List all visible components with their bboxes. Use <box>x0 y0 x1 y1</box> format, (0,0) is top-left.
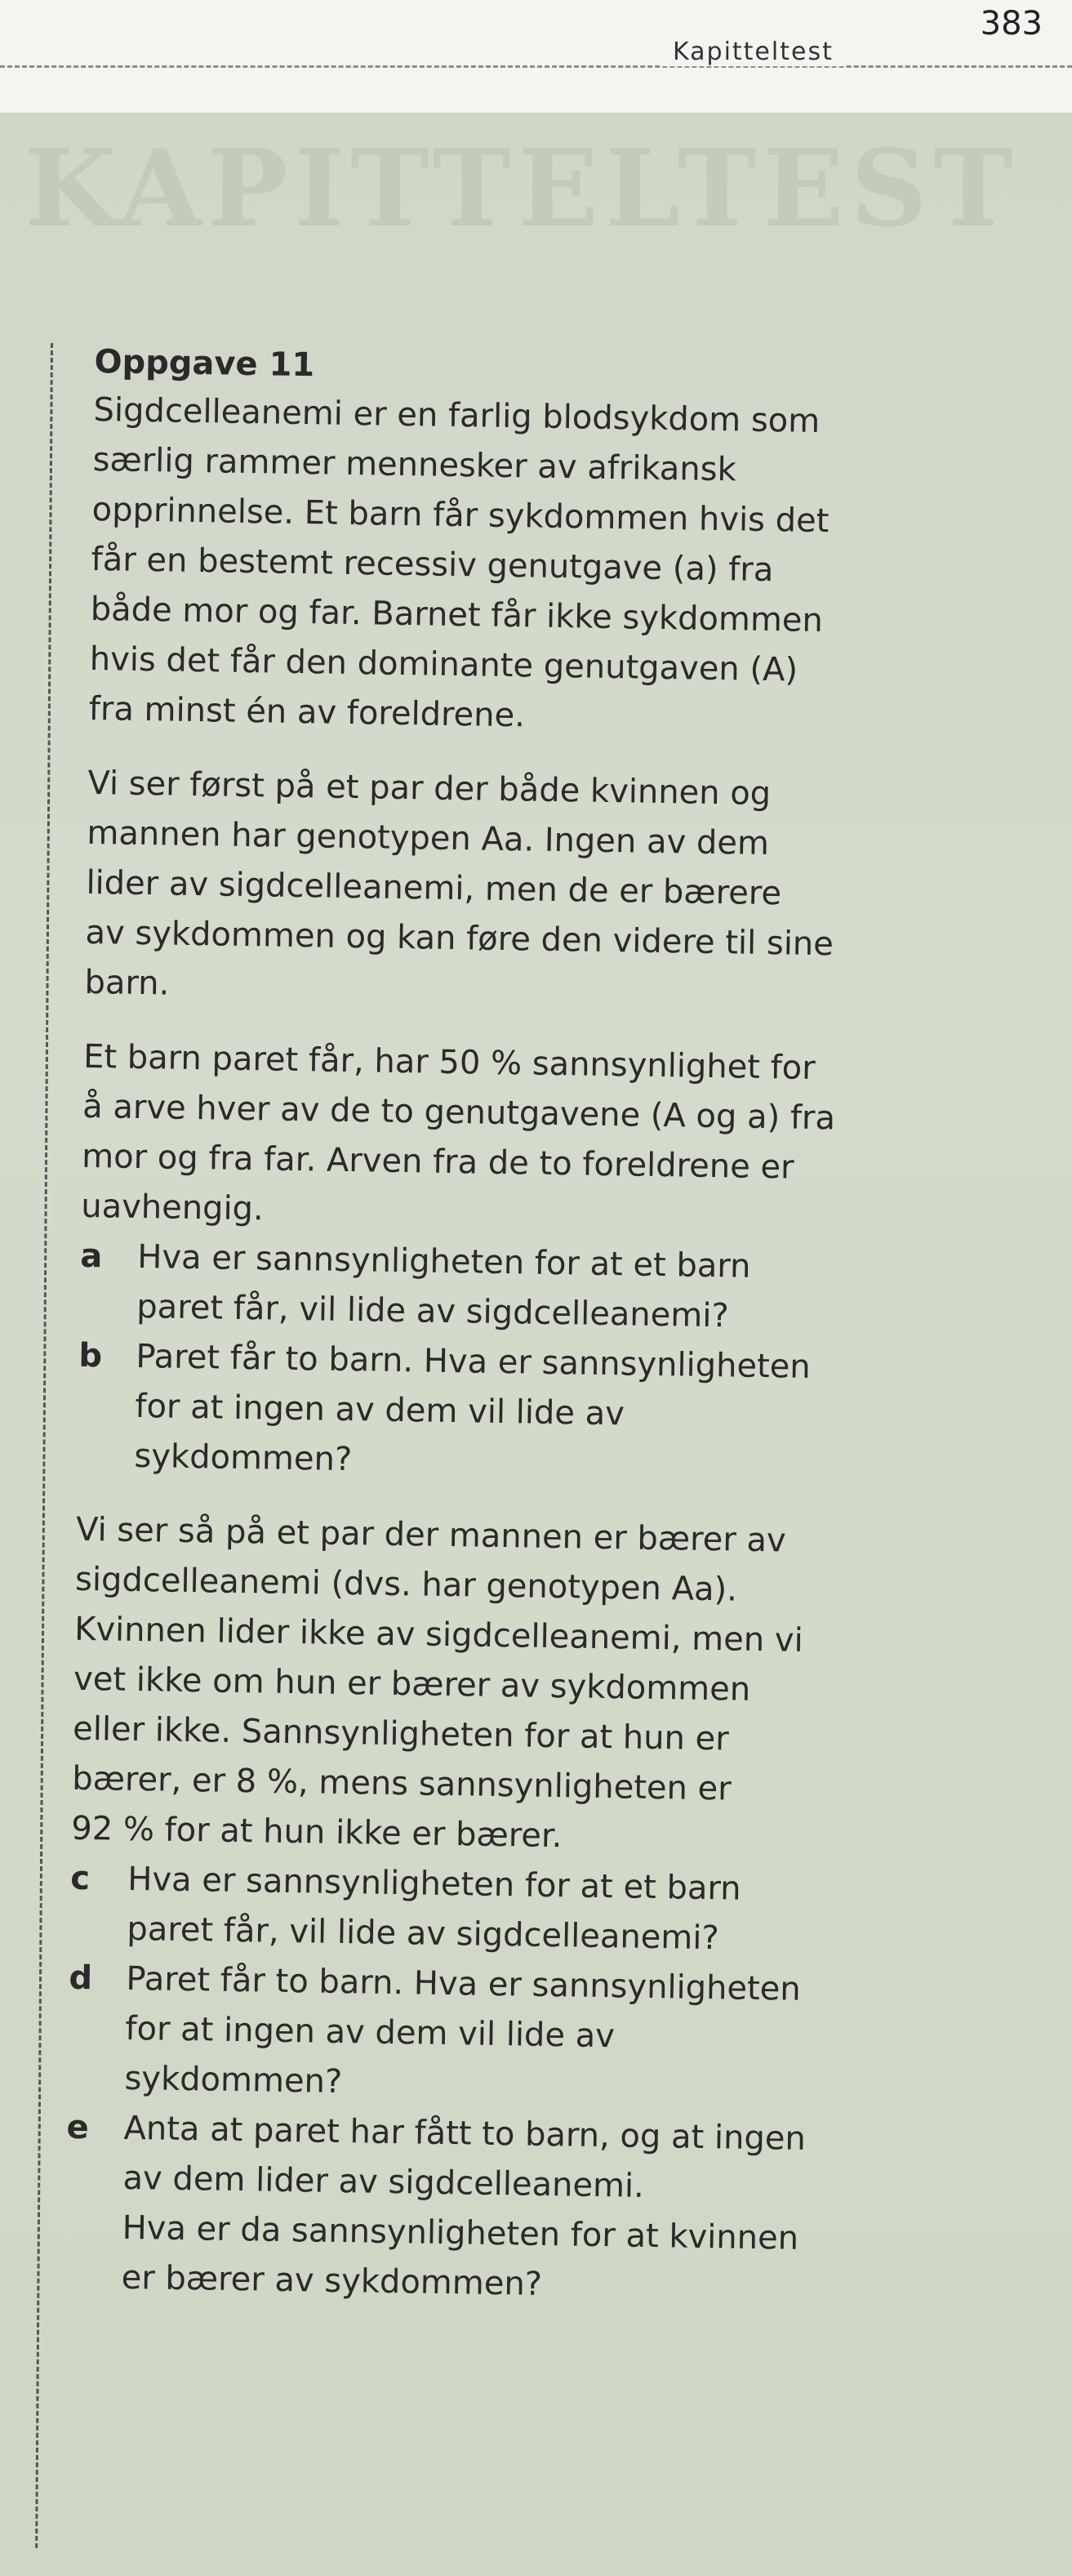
text-line: sigdcelleanemi (dvs. har genotypen Aa). <box>74 1560 738 1609</box>
text-line: mannen har genotypen Aa. Ingen av dem <box>87 813 770 863</box>
text-line: Et barn paret får, har 50 % sannsynlighet for <box>82 1037 816 1087</box>
running-title: Kapitteltest <box>661 38 845 66</box>
text-line: lider av sigdcelleanemi, men de er bærere <box>86 863 782 913</box>
ghost-heading-watermark: KAPITTELTEST <box>24 126 1020 251</box>
text-line: får en bestemt recessiv genutgave (a) fra <box>91 540 774 590</box>
text-line: å arve hver av de to genutgavene (A og a) fra <box>82 1087 836 1138</box>
text-line: hvis det får den dominante genutgaven (A) <box>89 640 798 689</box>
question-line: er bærer av sykdommen? <box>121 2258 543 2303</box>
question-letter: c <box>70 1859 91 1898</box>
question-letter: a <box>79 1237 103 1276</box>
question-line: sykdommen? <box>124 2059 343 2101</box>
question-c <box>69 1854 887 1967</box>
case1-paragraph <box>84 759 905 1021</box>
question-line: for at ingen av dem vil lide av <box>125 2009 616 2056</box>
questions-cde <box>64 1854 887 2315</box>
question-line: Hva er sannsynligheten for at et barn <box>127 1860 741 1908</box>
text-line: uavhengig. <box>80 1187 265 1228</box>
task-title: Oppgave 11 <box>94 342 315 385</box>
question-e <box>64 2103 883 2315</box>
question-line: Paret får to barn. Hva er sannsynligheten <box>136 1337 812 1386</box>
text-line: Vi ser først på et par der både kvinnen og <box>87 764 772 813</box>
header-dashed-rule <box>0 65 1072 68</box>
question-letter: d <box>69 1959 93 1998</box>
question-line: Anta at paret har fått to barn, og at ingen <box>123 2109 807 2158</box>
text-line: 92 % for at hun ikke er bærer. <box>70 1809 563 1856</box>
question-line: for at ingen av dem vil lide av <box>135 1387 625 1433</box>
question-line: paret får, vil lide av sigdcelleanemi? <box>127 1910 720 1958</box>
case2-paragraph <box>71 1505 893 1867</box>
task-content <box>64 338 911 2315</box>
page-header <box>0 0 1072 106</box>
text-line: Sigdcelleanemi er en farlig blodsykdom som <box>93 390 821 440</box>
text-line: barn. <box>84 963 170 1003</box>
text-line: vet ikke om hun er bærer av sykdommen <box>73 1660 751 1709</box>
question-line: sykdommen? <box>134 1437 353 1479</box>
question-line: Paret får to barn. Hva er sannsynligheten <box>126 1959 802 2008</box>
question-b <box>77 1331 896 1494</box>
question-a <box>79 1232 897 1344</box>
question-letter: e <box>66 2108 90 2147</box>
intro-paragraph <box>88 386 910 747</box>
text-line: av sykdommen og kan føre den videre til sine <box>85 913 834 964</box>
text-line: Kvinnen lider ikke av sigdcelleanemi, men vi <box>73 1610 804 1660</box>
text-line: opprinnelse. Et barn får sykdommen hvis det <box>91 490 830 541</box>
questions-ab <box>77 1232 897 1494</box>
text-line: bærer, er 8 %, mens sannsynligheten er <box>71 1759 732 1808</box>
text-line: fra minst én av foreldrene. <box>88 689 526 735</box>
text-line: mor og fra far. Arven fra de to foreldrene er <box>81 1137 794 1187</box>
text-line: både mor og far. Barnet får ikke sykdommen <box>90 590 824 640</box>
text-line: eller ikke. Sannsynligheten for at hun er <box>72 1709 730 1758</box>
question-line: av dem lider av sigdcelleanemi. <box>122 2159 645 2205</box>
question-line: Hva er da sannsynligheten for at kvinnen <box>122 2208 799 2257</box>
question-d <box>67 1954 886 2116</box>
question-line: Hva er sannsynligheten for at et barn <box>136 1237 751 1286</box>
question-letter: b <box>78 1336 103 1375</box>
text-line: Vi ser så på et par der mannen er bærer av <box>75 1510 786 1560</box>
inheritance-paragraph <box>81 1032 901 1245</box>
question-line: paret får, vil lide av sigdcelleanemi? <box>136 1287 730 1335</box>
page-number: 383 <box>980 5 1043 42</box>
text-line: særlig rammer mennesker av afrikansk <box>92 440 737 489</box>
